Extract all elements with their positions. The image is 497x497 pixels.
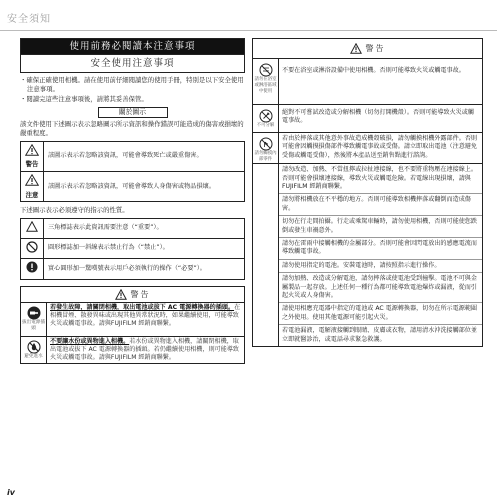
warning-normal-text: 否則可能會因閃電放出的感應電流而導致觸電事故。 (282, 240, 477, 256)
warning-group (253, 164, 482, 346)
symbol-text: 三角標誌表示此資訊需要注意（“重要”）。 (44, 219, 245, 239)
icon-caption: 不可分解 (256, 123, 275, 129)
warning-item (279, 260, 482, 273)
warning-item (279, 325, 482, 346)
sub-title: 安全使用注意事項 (21, 54, 244, 72)
warning-group (253, 59, 482, 105)
warning-title: 警告 (365, 44, 386, 53)
right-column (252, 38, 483, 347)
symbols-paragraph: 下述圖示表示必須遵守的指示的性質。 (20, 206, 129, 215)
warning-title: 警告 (130, 289, 151, 299)
about-icons-heading: 關於圖示 (98, 107, 168, 118)
main-title: 使用前務必閱讀本注意事項 (21, 39, 244, 54)
warning-heading (253, 39, 482, 59)
severity-text: 該圖示表示若忽略該資訊，可能會導致死亡或嚴重傷害。 (44, 141, 245, 171)
symbols-table (20, 218, 245, 280)
warning-bold-text: 若由於摔落或其他意外事故造成機殼破損，請勿觸摸相機外露部件。 (282, 135, 465, 143)
warning-bold-text: 若電池漏液，電解液接觸到眼睛、皮膚或衣物，請用清水沖洗接觸部位並立即就醫診治，或電話尋求緊急救護。 (282, 327, 477, 343)
bullet-item: ・閱讀完這些注意事項後，請將其妥善保管。 (20, 94, 148, 103)
no-shower-icon (259, 63, 273, 77)
warning-normal-text: 否則可能導致相機摔落或翻倒而造成傷害。 (282, 196, 471, 212)
right-warning-box (252, 38, 483, 347)
intro-bullets (20, 76, 245, 103)
bullet-text: 閱讀完這些注意事項後，請將其妥善保管。 (26, 94, 148, 103)
warning-normal-text: 否則可能會損壞連接線，導致火災或觸電危險。若電線出現損壞，請與 FUJIFILM 經銷商聯繫。 (282, 174, 471, 190)
warning-row (21, 303, 244, 337)
symbol-text: 圓形標誌加一斜線表示禁止行為（“禁止”）。 (44, 238, 245, 259)
warning-normal-text: 使用其他電源可能引起火災。 (312, 313, 392, 321)
warning-item (279, 303, 482, 325)
severity-row (21, 172, 245, 202)
warning-normal-text: 行走或乘駕車輛時，請勿使用相機，否則可能使您跌倒或發生車禍意外。 (282, 218, 477, 234)
warning-heading (21, 287, 244, 303)
triangle-icon (26, 221, 38, 232)
no-disassembly-icon (259, 109, 273, 123)
required-icon (26, 261, 38, 273)
warning-bold-text: 不要在浴室或淋浴設備中使用相機。 (282, 67, 380, 75)
severity-row (21, 141, 245, 171)
warning-item (279, 105, 482, 128)
no-water-icon (27, 340, 41, 354)
severity-table (20, 141, 245, 203)
symbol-row (21, 259, 245, 280)
warning-bold-text: 若發生故障，請關閉相機，取出電池或拔下 AC 電源轉換器的插頭。 (50, 303, 235, 311)
warning-normal-text: 上述任何一種行為都可能導致電池爆炸或漏液，從而引起火災或人身傷害。 (282, 283, 477, 300)
symbol-row (21, 219, 245, 239)
severity-text: 該圖示表示若忽略該資訊，可能會導致人身傷害或物品損壞。 (44, 172, 245, 202)
warning-normal-text: 在相機冒煙、散發異味或出現其他異常狀況時，如果繼續使用，可能導致火災或觸電事故。請與FUJIFILM 經銷商聯繫。 (50, 303, 241, 328)
symbol-row (21, 238, 245, 259)
warning-bold-text: 請勿改造、加熱、不當扭擰或拉扯連接線，也不要將重物壓在連接線上。 (282, 166, 477, 174)
warning-normal-text: 安裝電池時，請按照指示進行操作。 (342, 261, 441, 269)
title-box (20, 38, 245, 73)
warning-item (279, 216, 482, 238)
warning-bold-text: 切勿在行走間拍攝。 (282, 218, 337, 226)
warning-bold-text: 請勿在雷雨中接觸相機的金屬部分。 (282, 240, 380, 248)
caution-triangle-icon (25, 174, 39, 186)
warning-bold-text: 不要讓水份或異物進入相機。 (50, 337, 130, 345)
unplug-icon (26, 306, 42, 320)
bullet-item: ・確保正確使用相機。請在使用前仔細閱讀您的使用手冊，特別是以下安全使用注意事項。 (20, 76, 244, 94)
icon-caption: 拔出電源插頭 (22, 319, 45, 332)
icon-caption: 避免進水 (24, 353, 43, 359)
warning-normal-text: 否則可能導致火災或觸電事故。 (282, 109, 474, 125)
warning-bold-text: 請勿將相機放在不平穩的地方。 (282, 196, 368, 204)
warning-item (279, 59, 482, 77)
symbol-text: 實心圓形加一驚嘆號表示用戶必須執行的操作（“必要”）。 (44, 259, 245, 280)
warning-normal-text: 若水份或異物進入相機，請關閉相機，取出電池或拔下 AC 電源轉換器的插頭。若仍繼續使用相機，則可能導致火災或觸電事故。請與FUJIFILM 經銷商聯繫。 (50, 337, 239, 362)
warning-item (279, 238, 482, 260)
warning-row (21, 337, 244, 364)
warning-bold-text: 請勿加熱、改造或分解電池，請勿摔落或使電池受到撞擊。電池不可與金屬製品一起存放。 (282, 275, 477, 291)
left-warning-box (20, 286, 245, 364)
no-touch-icon (259, 137, 273, 151)
warning-triangle-icon (115, 289, 127, 300)
about-icons-paragraph: 該文件使用下述圖示表示忽略圖示所示資訊和操作錯誤可能造成的傷害或損壞的嚴重程度。 (20, 120, 244, 137)
page-number: iv (7, 488, 15, 497)
warning-item (279, 194, 482, 216)
warning-item (279, 273, 482, 303)
warning-triangle-icon (25, 144, 39, 156)
warning-normal-text: 否則可能會因觸摸損傷部件導致觸電事故或受傷。請立即取出電池（注意避免受傷或觸電受傷），然後將本產品送至銷售點進行諮詢。 (282, 135, 477, 159)
warning-item (279, 133, 482, 162)
warning-normal-text: 否則可能導致火災或觸電事故。 (379, 67, 465, 75)
warning-bold-text: 請使用相應充電器中指定的電池或 AC 電源轉換器，切勿在所示電源範圍之外使用。 (282, 305, 478, 321)
warning-item (279, 164, 482, 194)
warning-bold-text: 絕對不可嘗試改造或分解相機（切勿打開機殼）。 (282, 109, 414, 117)
severity-label: 警告 (25, 160, 39, 169)
left-column (20, 38, 245, 364)
icon-caption: 請勿觸摸內部零件 (254, 151, 277, 163)
warning-group (253, 105, 482, 133)
warning-bold-text: 請勿使用指定的電池。 (282, 261, 343, 269)
severity-label: 注意 (25, 190, 39, 199)
icon-caption: 請勿在浴室或淋浴區域中使用 (254, 77, 277, 95)
warning-triangle-icon (350, 43, 362, 54)
warning-group (253, 133, 482, 164)
prohibited-icon (26, 241, 38, 253)
bullet-text: 確保正確使用相機。請在使用前仔細閱讀您的使用手冊，特別是以下安全使用注意事項。 (26, 76, 244, 94)
header-divider (0, 30, 497, 31)
page-header-title: 安全須知 (7, 14, 51, 25)
